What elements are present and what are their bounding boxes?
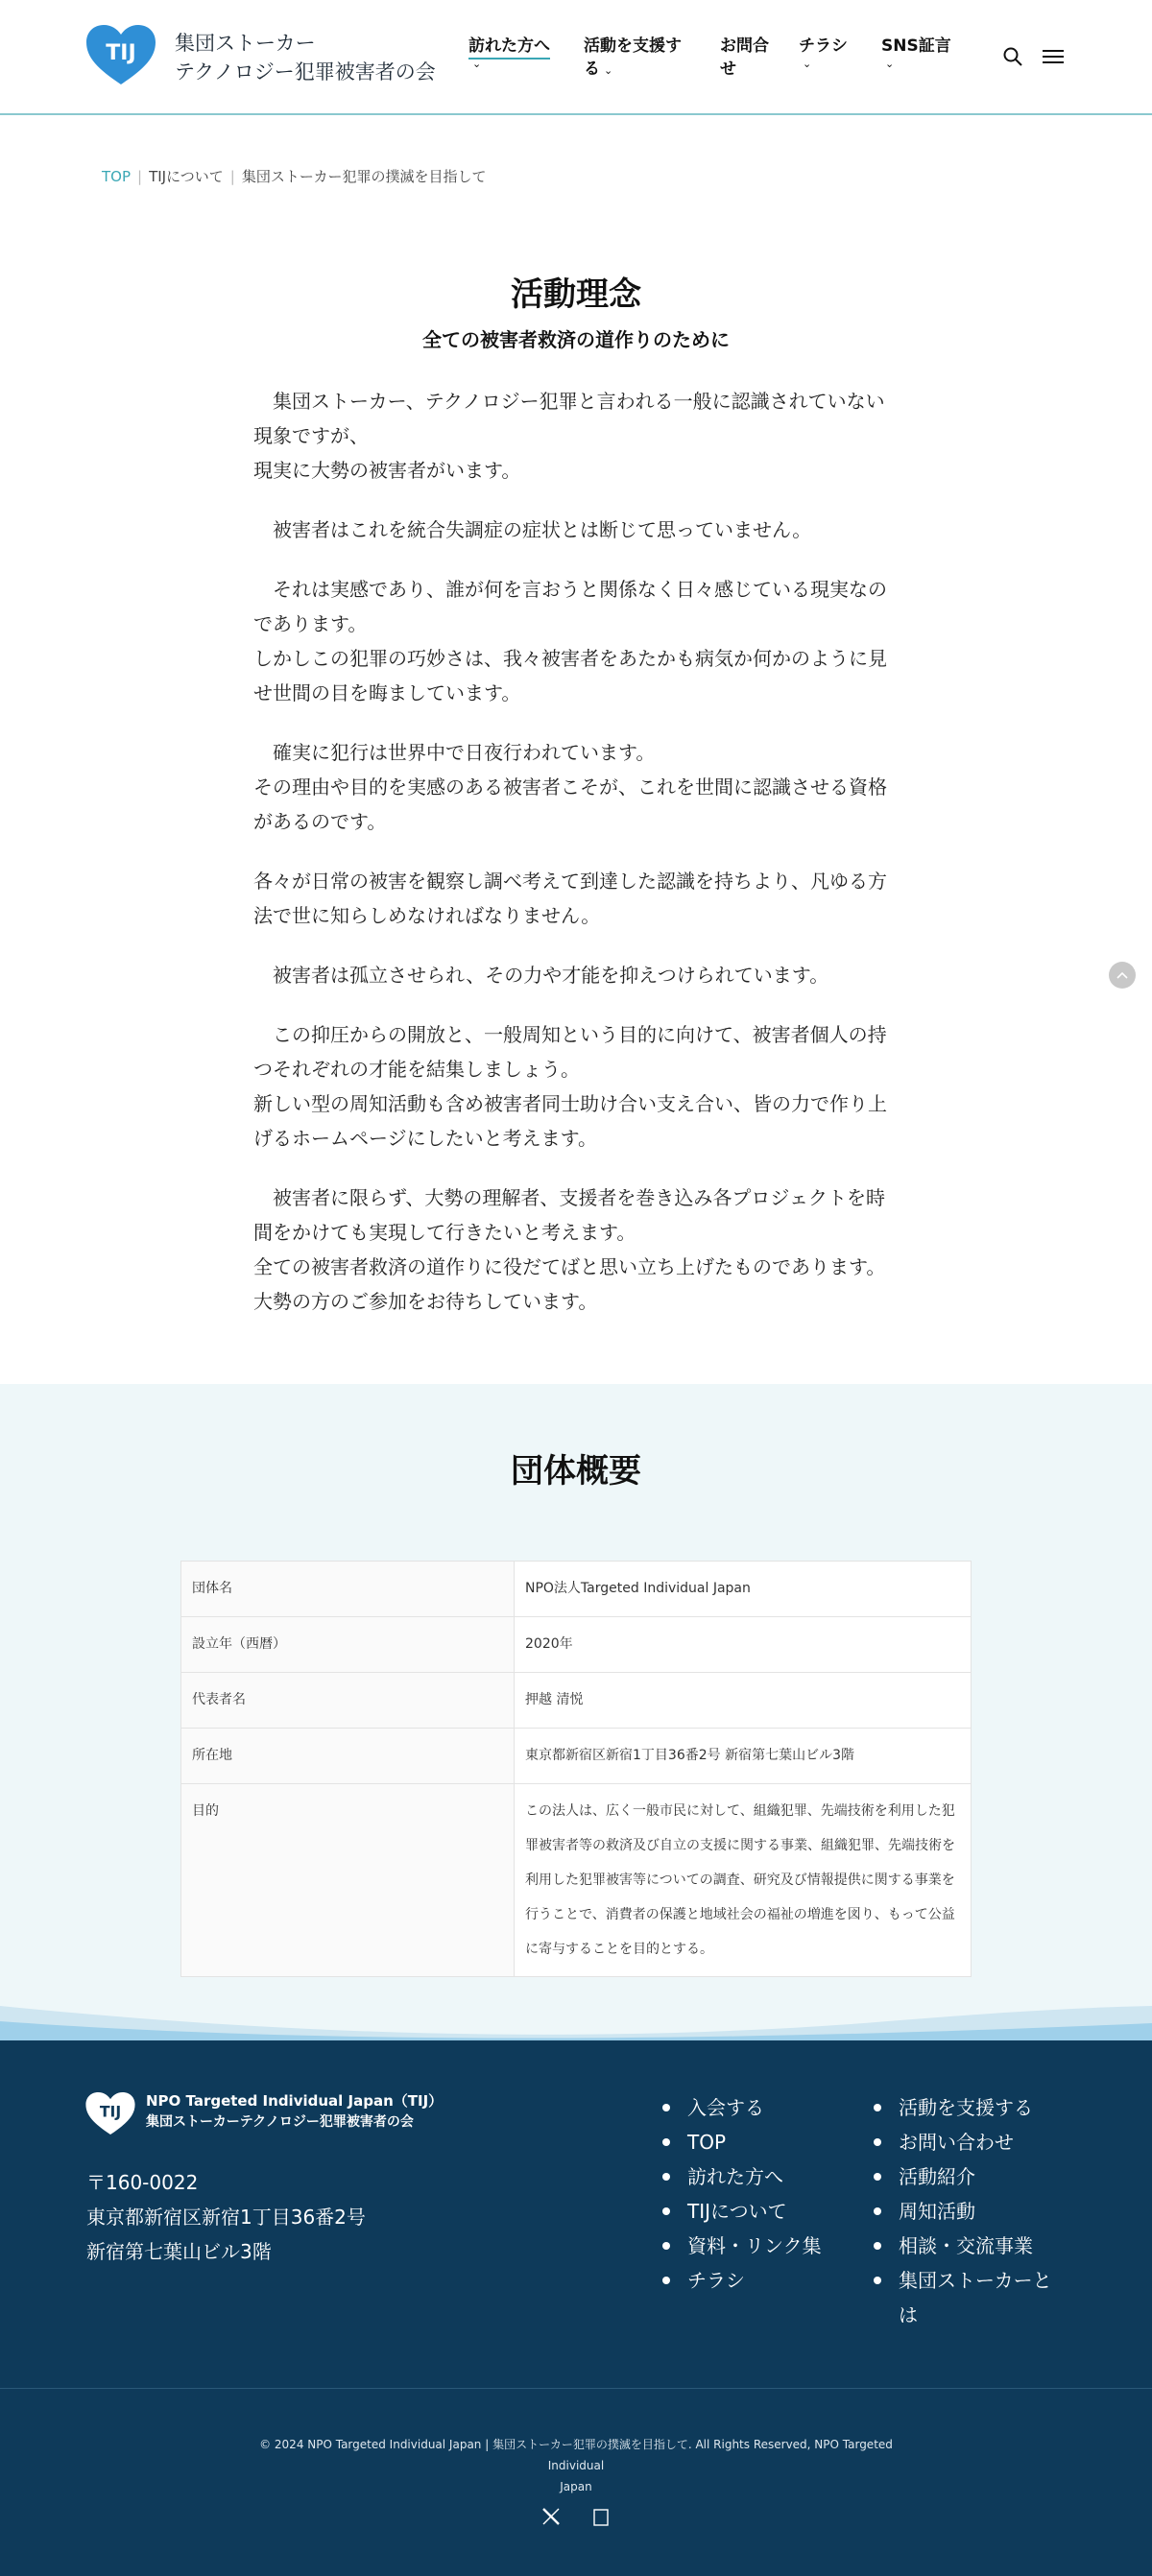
table-row [181,1617,972,1673]
nav-item-flyers[interactable] [799,35,852,81]
chevron-down-icon: ⌄ [803,58,812,70]
address-line: 東京都新宿区新宿1丁目36番2号 [86,2206,366,2229]
x-icon[interactable] [541,2507,561,2526]
nav-label-line2: せ [720,60,736,79]
philosophy-paragraph: 被害者に限らず、大勢の理解者、支援者を巻き込み各プロジェクトを時 間をかけても実現して行きたいと考えます。 全ての被害者救済の道作りに役だてばと思い立ち上げたものであります。 大勢の方のご参加をお待ちしています。 [253,1186,886,1313]
copyright-line: Japan [560,2480,592,2493]
footer-org-name [146,2090,443,2133]
table-value: 東京都新宿区新宿1丁目36番2号 新宿第七葉山ビル3階 [515,1729,972,1784]
footer-links-col2 [870,2090,1062,2332]
footer-link-awareness[interactable]: 周知活動 [870,2194,1062,2229]
table-value: 2020年 [515,1617,972,1673]
philosophy-body [253,384,899,1344]
footer-link-join[interactable]: 入会する [659,2090,851,2125]
breadcrumb-current: 集団ストーカー犯罪の撲滅を目指して [241,168,487,185]
table-label: 設立年（西暦） [181,1617,515,1673]
footer-link-gang-stalking[interactable]: 集団ストーカーと は [870,2263,1062,2332]
overview-table [180,1561,972,1977]
site-header [0,0,1152,115]
chevron-down-icon: ⌄ [885,58,895,70]
table-value: 押越 清悦 [515,1673,972,1729]
philosophy-paragraph: 被害者は孤立させられ、その力や才能を抑えつけられています。 [253,964,829,987]
site-name[interactable] [175,29,436,86]
scroll-top-icon[interactable] [1109,962,1136,989]
philosophy-paragraph: 集団ストーカー、テクノロジー犯罪と言われる一般に認識されていない 現象ですが、 現実に大勢の被害者がいます。 [253,390,885,482]
wave-divider [0,1987,1152,2044]
breadcrumb-about-link[interactable]: TIJについて [149,168,224,185]
footer-logo-icon[interactable] [84,2090,136,2136]
logo-text: TIJ [106,41,136,65]
footer-link-consultation[interactable]: 相談・交流事業 [870,2229,1062,2263]
site-footer [0,2040,1152,2576]
footer-link-activities[interactable]: 活動紹介 [870,2159,1062,2194]
philosophy-paragraph: この抑圧からの開放と、一般周知という目的に向けて、被害者個人の持 つそれぞれの才能を結集しましょう。 新しい型の周知活動も含め被害者同士助け合い支え合い、皆の力で作り上 げるホームページにしたいと考えます。 [253,1023,887,1150]
address-line: 〒160-0022 [86,2171,199,2194]
search-icon[interactable] [1002,46,1023,67]
table-label: 代表者名 [181,1673,515,1729]
nav-item-visitors[interactable] [468,35,555,81]
overview-title: 団体概要 [511,1452,641,1491]
footer-link-resources[interactable]: 資料・リンク集 [659,2229,851,2263]
address-line: 新宿第七葉山ビル3階 [86,2240,272,2263]
table-row [181,1729,972,1784]
chevron-down-icon: ⌄ [472,58,482,70]
footer-org-jp: 集団ストーカーテクノロジー犯罪被害者の会 [146,2114,414,2130]
table-label: 団体名 [181,1562,515,1617]
instagram-icon[interactable] [593,2509,609,2526]
nav-label: お問合 [720,36,769,56]
breadcrumb-top-link[interactable]: TOP [102,167,132,185]
table-row [181,1784,972,1977]
table-label: 所在地 [181,1729,515,1784]
breadcrumb-separator: | [229,167,235,185]
nav-label: チラシ [799,36,848,56]
copyright [240,2434,912,2497]
nav-label: SNS証言 [881,36,951,56]
nav-label: 訪れた方へ [468,36,550,60]
menu-icon[interactable] [1043,48,1064,65]
footer-link-top[interactable]: TOP [659,2125,851,2159]
footer-divider [0,2388,1152,2389]
breadcrumb [102,166,487,186]
footer-link-about[interactable]: TIJについて [659,2194,851,2229]
philosophy-paragraph: 確実に犯行は世界中で日夜行われています。 その理由や目的を実感のある被害者こそが、これを世間に認識させる資格 があるのです。 [253,741,887,833]
footer-links-col1 [659,2090,851,2298]
site-logo-icon[interactable] [84,23,157,86]
site-name-line1: 集団ストーカー [175,32,316,55]
breadcrumb-separator: | [137,167,143,185]
table-row [181,1562,972,1617]
philosophy-paragraph: 各々が日常の被害を観察し調べ考えて到達した認識を持ちより、凡ゆる方 法で世に知らしめなければなりません。 [253,870,887,927]
footer-link-support[interactable]: 活動を支援する [870,2090,1062,2125]
philosophy-title: 活動理念 [511,275,641,314]
main-nav [468,35,983,81]
table-row [181,1673,972,1729]
nav-item-sns[interactable] [881,35,954,81]
philosophy-paragraph: 被害者はこれを統合失調症の症状とは断じて思っていません。 [253,518,812,541]
nav-item-support[interactable] [584,35,691,81]
philosophy-paragraph: それは実感であり、誰が何を言おうと関係なく日々感じている現実なの であります。 しかしこの犯罪の巧妙さは、我々被害者をあたかも病気か何かのように見 せ世間の目を晦ましています。 [253,578,887,704]
nav-label: 活動を支援す [584,36,682,56]
footer-address [86,2165,366,2269]
footer-link-contact[interactable]: お問い合わせ [870,2125,1062,2159]
logo-text: TIJ [99,2102,122,2121]
nav-label-line2: る [584,60,600,79]
table-value: NPO法人Targeted Individual Japan [515,1562,972,1617]
footer-org-en: NPO Targeted Individual Japan（TIJ） [146,2092,444,2110]
site-name-line2: テクノロジー犯罪被害者の会 [175,60,436,83]
table-label: 目的 [181,1784,515,1977]
footer-link-visitors[interactable]: 訪れた方へ [659,2159,851,2194]
copyright-line: © 2024 NPO Targeted Individual Japan | 集団ストーカー犯罪の撲滅を目指して. All Rights Reserved, NPO Targeted Individual [259,2438,893,2472]
nav-item-contact[interactable] [720,35,770,81]
table-value: この法人は、広く一般市民に対して、組織犯罪、先端技術を利用した犯罪被害者等の救済及び自立の支援に関する事業、組織犯罪、先端技術を利用した犯罪被害等についての調査、研究及び情報提供に関する事業を行うことで、消費者の保護と地域社会の福祉の増進を図り、もって公益に寄与することを目的とする。 [515,1784,972,1977]
footer-link-flyers[interactable]: チラシ [659,2263,851,2298]
chevron-down-icon: ⌄ [604,64,613,77]
philosophy-subtitle: 全ての被害者救済の道作りのために [422,328,730,351]
